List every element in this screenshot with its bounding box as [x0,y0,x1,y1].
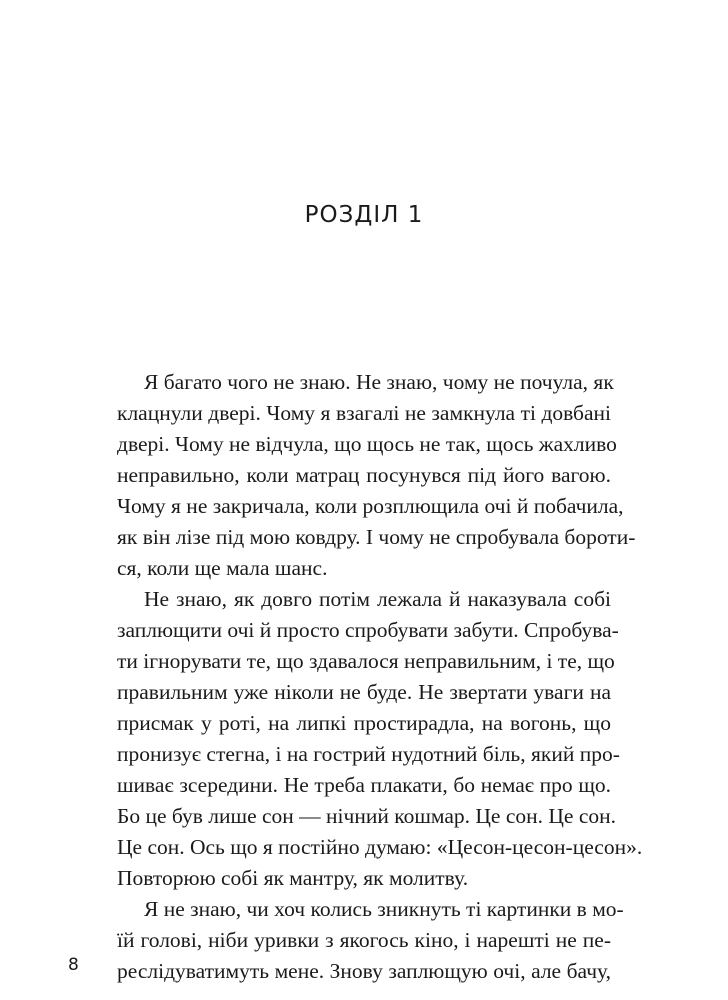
text-line: Чому я не закричала, коли розплющила очі й побачила, [117,494,624,518]
page-number: 8 [68,955,79,975]
text-line: Я не знаю, чи хоч колись зникнуть ті картинки в мо- [144,897,624,921]
text-line: їй голові, ніби уривки з якогось кіно, і нарешті не пе- [117,928,611,952]
text-line: пронизує стегна, і на гострий нудотний біль, який про- [117,742,620,766]
text-line: Бо це був лише сон — нічний кошмар. Це сон. Це сон. [117,804,617,828]
text-line: Повторюю собі як мантру, як молитву. [117,866,469,890]
text-line: заплющити очі й просто спробувати забути. Спробува- [117,618,619,642]
text-line: присмак у роті, на липкі простирадла, на вогонь, що [117,711,611,735]
text-line: шиває зсередини. Не треба плакати, бо немає про що. [117,773,611,797]
text-line: Я багато чого не знаю. Не знаю, чому не почула, як [144,370,614,394]
text-line: як він лізе під мою ковдру. І чому не спробувала бороти- [117,525,636,549]
text-line: Не знаю, як довго потім лежала й наказувала собі [144,587,611,611]
chapter-title: РОЗДІЛ 1 [304,202,424,228]
text-line: правильним уже ніколи не буде. Не звертати уваги на [117,680,611,704]
body-text [117,367,643,987]
text-line: реслідуватимуть мене. Знову заплющую очі, але бачу, [117,959,611,983]
text-line: неправильно, коли матрац посунувся під його вагою. [117,463,611,487]
text-line: клацнули двері. Чому я взагалі не замкнула ті довбані [117,401,611,425]
text-line: Це сон. Ось що я постійно думаю: «Цесон-цесон-цесон». [117,835,643,859]
text-line: двері. Чому не відчула, що щось не так, щось жахливо [117,432,617,456]
text-line: ти ігнорувати те, що здавалося неправильним, і те, що [117,649,615,673]
text-line: ся, коли ще мала шанс. [117,556,328,580]
